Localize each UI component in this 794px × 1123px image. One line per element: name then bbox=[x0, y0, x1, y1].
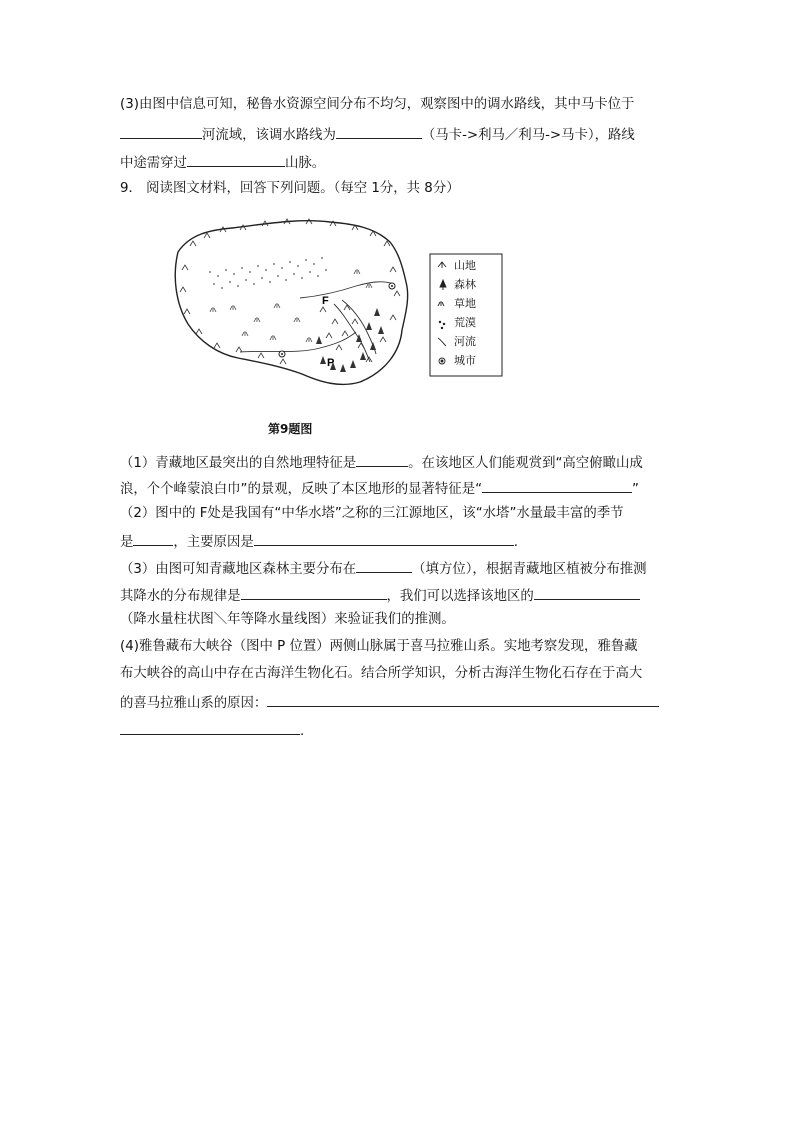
text: （1）青藏地区最突出的自然地理特征是 bbox=[120, 456, 357, 471]
text: （3）由图可知青藏地区森林主要分布在 bbox=[120, 562, 357, 577]
text: ，我们可以选择该地区的 bbox=[386, 589, 534, 604]
q9-p4-line3 bbox=[120, 692, 659, 713]
q9-p4-line4 bbox=[120, 720, 304, 741]
answer-blank[interactable] bbox=[241, 585, 387, 600]
q8-part3-line2 bbox=[120, 124, 635, 145]
answer-blank[interactable] bbox=[482, 478, 632, 493]
text: . bbox=[300, 724, 305, 739]
legend-river: 河流 bbox=[454, 335, 476, 348]
q8-part3-line1 bbox=[120, 96, 634, 114]
answer-blank[interactable] bbox=[356, 452, 408, 467]
q9-heading bbox=[120, 180, 460, 198]
text: 其降水的分布规律是 bbox=[120, 589, 241, 604]
text: ” bbox=[632, 482, 639, 497]
legend-desert: 荒漠 bbox=[454, 316, 476, 329]
text: ，主要原因是 bbox=[173, 535, 254, 550]
qinghai-tibet-map-figure bbox=[170, 212, 510, 402]
text: （2）图中的 F处是我国有“中华水塔”之称的三江源地区，该“水塔”水量最丰富的季节 bbox=[120, 506, 624, 521]
map-svg bbox=[170, 212, 510, 402]
q9-p3-line3 bbox=[120, 611, 455, 629]
legend-grassland: 草地 bbox=[454, 297, 476, 310]
answer-blank[interactable] bbox=[534, 585, 640, 600]
text: （降水量柱状图＼年等降水量线图）来验证我们的推测。 bbox=[120, 612, 455, 627]
text: 河流域，该调水路线为 bbox=[202, 128, 336, 143]
text: 山脉。 bbox=[284, 156, 326, 171]
q9-p2-line1 bbox=[120, 505, 624, 523]
q9-p3-line2 bbox=[120, 585, 640, 606]
q9-p3-line1 bbox=[120, 558, 647, 579]
answer-blank[interactable] bbox=[254, 531, 514, 546]
text: 是 bbox=[120, 535, 134, 550]
text: 布大峡谷的高山中存在古海洋生物化石。结合所学知识，分析古海洋生物化石存在于高大 bbox=[120, 666, 643, 681]
answer-blank[interactable] bbox=[356, 558, 412, 573]
q9-p1-line1 bbox=[120, 452, 643, 473]
legend-forest: 森林 bbox=[454, 278, 476, 291]
q9-p2-line2 bbox=[120, 531, 518, 552]
text: 中途需穿过 bbox=[120, 156, 187, 171]
answer-blank[interactable] bbox=[267, 692, 659, 707]
text: (3)由图中信息可知，秘鲁水资源空间分布不均匀，观察图中的调水路线，其中马卡位于 bbox=[120, 97, 635, 112]
legend-city: 城市 bbox=[454, 354, 476, 367]
map-label-f: F bbox=[322, 295, 329, 307]
text: 浪，个个峰蒙浪白巾”的景观，反映了本区地形的显著特征是“ bbox=[120, 482, 483, 497]
q9-p4-line2 bbox=[120, 665, 642, 683]
map-label-p: P bbox=[327, 357, 335, 369]
plateau-outline bbox=[175, 221, 407, 385]
answer-blank[interactable] bbox=[120, 720, 300, 735]
answer-blank[interactable] bbox=[133, 531, 173, 546]
answer-blank[interactable] bbox=[187, 152, 285, 167]
text: 的喜马拉雅山系的原因： bbox=[120, 696, 268, 711]
q8-part3-line3 bbox=[120, 152, 325, 173]
text: 。在该地区人们能观赏到“高空俯瞰山成 bbox=[408, 456, 643, 471]
text: . bbox=[513, 535, 518, 550]
figure-caption: 第9题图 bbox=[268, 422, 313, 436]
legend-mountain: 山地 bbox=[454, 259, 476, 272]
text: (4)雅鲁藏布大峡谷（图中 P 位置）两侧山脉属于喜马拉雅山系。实地考察发现，雅鲁藏 bbox=[120, 639, 638, 654]
answer-blank[interactable] bbox=[120, 124, 202, 139]
answer-blank[interactable] bbox=[336, 124, 422, 139]
text: （填方位），根据青藏地区植被分布推测 bbox=[412, 562, 647, 577]
q9-p1-line2 bbox=[120, 478, 639, 499]
text: （马卡->利马／利马->马卡），路线 bbox=[421, 128, 635, 143]
q9-p4-line1 bbox=[120, 638, 638, 656]
text: 9． 阅读图文材料，回答下列问题。（每空 1分，共 8分） bbox=[120, 181, 460, 196]
